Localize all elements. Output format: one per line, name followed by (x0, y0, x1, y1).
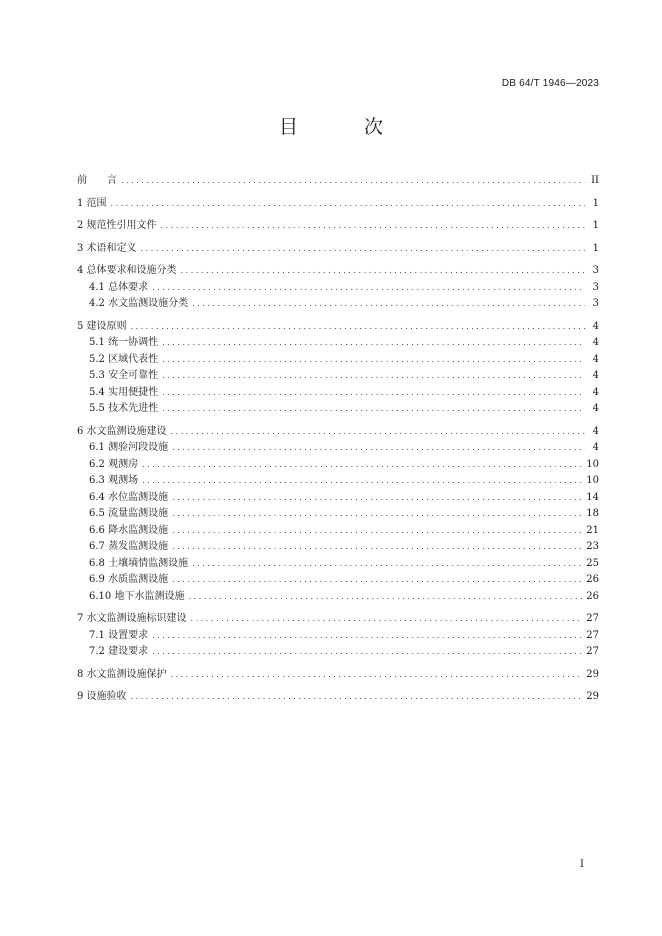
toc-entry-page: 4 (592, 320, 599, 332)
toc-entry-page: 4 (592, 353, 599, 365)
toc-entry[interactable] (77, 556, 599, 573)
toc-entry[interactable] (77, 506, 599, 523)
toc-leader-dots (172, 506, 582, 523)
toc-entry-page: 10 (586, 475, 599, 486)
toc-entry[interactable] (77, 667, 599, 684)
toc-entry-label: 8 水文监测设施保护 (77, 668, 167, 680)
toc-entry-page: 26 (586, 574, 599, 585)
toc-entry[interactable] (77, 473, 599, 490)
toc-leader-dots (152, 628, 582, 645)
toc-entry-page: 25 (586, 557, 599, 569)
toc-leader-dots (162, 401, 585, 418)
toc-leader-dots (172, 490, 582, 507)
toc-entry[interactable] (77, 440, 599, 457)
toc-entry[interactable] (77, 490, 599, 507)
toc-entry-label: 6 水文监测设施建设 (77, 425, 167, 437)
toc-entry-page: 27 (586, 613, 599, 624)
toc-entry-label: 6.10 地下水监测设施 (89, 590, 185, 602)
toc-entry[interactable] (77, 241, 599, 258)
toc-entry-page: 3 (592, 281, 599, 293)
toc-entry[interactable] (77, 173, 599, 190)
toc-leader-dots (192, 556, 582, 573)
toc-leader-dots (111, 196, 585, 213)
toc-entry-label: 5.3 安全可靠性 (89, 370, 159, 381)
toc-entry-label: 前 言 (77, 175, 117, 186)
toc-entry[interactable] (77, 644, 599, 661)
toc-entry[interactable] (77, 523, 599, 540)
toc-entry-label: 7.1 设置要求 (89, 629, 149, 641)
toc-entry-label: 4 总体要求和设施分类 (77, 265, 177, 276)
toc-entry-label: 6.3 观测场 (89, 475, 139, 486)
toc-leader-dots (142, 457, 582, 474)
toc-entry-label: 4.2 水文监测设施分类 (89, 298, 189, 309)
toc-leader-dots (152, 644, 582, 661)
toc-leader-dots (141, 241, 585, 258)
table-of-contents (77, 173, 599, 706)
toc-entry-page: 4 (592, 370, 599, 381)
toc-entry[interactable] (77, 689, 599, 706)
toc-entry-label: 6.5 流量监测设施 (89, 508, 169, 519)
toc-entry[interactable] (77, 218, 599, 235)
toc-entry-page: 29 (586, 668, 599, 680)
toc-entry-page: 27 (586, 646, 599, 657)
toc-entry[interactable] (77, 335, 599, 352)
toc-entry-label: 7 水文监测设施标识建设 (77, 613, 187, 624)
toc-leader-dots (171, 667, 583, 684)
toc-leader-dots (172, 539, 582, 556)
toc-leader-dots (131, 319, 585, 336)
toc-entry-label: 6.2 观测房 (89, 458, 139, 470)
toc-entry-label: 6.4 水位监测设施 (89, 491, 169, 503)
toc-entry[interactable] (77, 457, 599, 474)
toc-entry[interactable] (77, 385, 599, 402)
toc-entry-label: 9 设施验收 (77, 691, 127, 702)
toc-leader-dots (161, 218, 585, 235)
toc-leader-dots (181, 263, 585, 280)
toc-entry-page: 1 (592, 197, 599, 209)
toc-entry-label: 5.4 实用便捷性 (89, 386, 159, 398)
toc-entry[interactable] (77, 572, 599, 589)
toc-entry-page: 3 (592, 265, 599, 276)
toc-entry-page: 4 (592, 337, 599, 348)
toc-entry[interactable] (77, 319, 599, 336)
toc-leader-dots (152, 280, 585, 297)
toc-leader-dots (121, 173, 585, 190)
toc-entry-label: 2 规范性引用文件 (77, 220, 157, 231)
toc-entry-page: 4 (592, 442, 599, 453)
toc-entry-label: 6.1 测验河段设施 (89, 442, 169, 453)
toc-leader-dots (162, 335, 585, 352)
toc-entry-page: 23 (586, 541, 599, 552)
toc-leader-dots (172, 523, 582, 540)
toc-entry-label: 5.2 区域代表性 (89, 353, 159, 365)
toc-entry[interactable] (77, 611, 599, 628)
toc-entry[interactable] (77, 368, 599, 385)
toc-entry-page: 14 (586, 491, 599, 503)
toc-entry-label: 6.9 水质监测设施 (89, 574, 169, 585)
toc-entry-label: 5.1 统一协调性 (89, 337, 159, 348)
toc-leader-dots (172, 572, 582, 589)
toc-entry[interactable] (77, 296, 599, 313)
toc-leader-dots (131, 689, 583, 706)
page-number: I (580, 859, 584, 870)
toc-leader-dots (191, 611, 583, 628)
toc-entry-page: 4 (592, 403, 599, 414)
toc-entry[interactable] (77, 424, 599, 441)
toc-entry-page: 4 (592, 425, 599, 437)
toc-entry-page: 27 (586, 629, 599, 641)
toc-entry-page: 29 (586, 691, 599, 702)
toc-leader-dots (188, 589, 582, 606)
toc-entry-label: 6.6 降水监测设施 (89, 524, 169, 536)
toc-entry[interactable] (77, 263, 599, 280)
toc-entry-page: 21 (586, 524, 599, 536)
toc-leader-dots (172, 440, 585, 457)
toc-entry-label: 6.7 蒸发监测设施 (89, 541, 169, 552)
toc-entry-page: 26 (586, 590, 599, 602)
toc-entry-page: 3 (592, 298, 599, 309)
toc-entry[interactable] (77, 352, 599, 369)
toc-entry-page: 1 (592, 220, 599, 231)
toc-entry-page: 4 (592, 386, 599, 398)
toc-entry-label: 1 范围 (77, 197, 107, 209)
page-title: 目 次 (278, 116, 414, 138)
document-code: DB 64/T 1946—2023 (501, 78, 599, 89)
toc-entry[interactable] (77, 539, 599, 556)
toc-leader-dots (162, 385, 585, 402)
toc-entry-label: 7.2 建设要求 (89, 646, 149, 657)
toc-entry[interactable] (77, 196, 599, 213)
toc-leader-dots (162, 368, 585, 385)
toc-leader-dots (162, 352, 585, 369)
toc-entry[interactable] (77, 628, 599, 645)
toc-entry-label: 6.8 土壤墒情监测设施 (89, 557, 189, 569)
toc-entry-label: 5.5 技术先进性 (89, 403, 159, 414)
toc-entry-label: 3 术语和定义 (77, 242, 137, 254)
toc-entry-label: 5 建设原则 (77, 320, 127, 332)
toc-entry-label: 4.1 总体要求 (89, 281, 149, 293)
toc-leader-dots (192, 296, 585, 313)
toc-entry-page: II (591, 175, 599, 186)
toc-entry[interactable] (77, 401, 599, 418)
toc-entry-page: 18 (586, 508, 599, 519)
toc-leader-dots (171, 424, 585, 441)
toc-entry[interactable] (77, 589, 599, 606)
toc-leader-dots (142, 473, 582, 490)
toc-entry-page: 10 (586, 458, 599, 470)
toc-entry-page: 1 (592, 242, 599, 254)
toc-entry[interactable] (77, 280, 599, 297)
